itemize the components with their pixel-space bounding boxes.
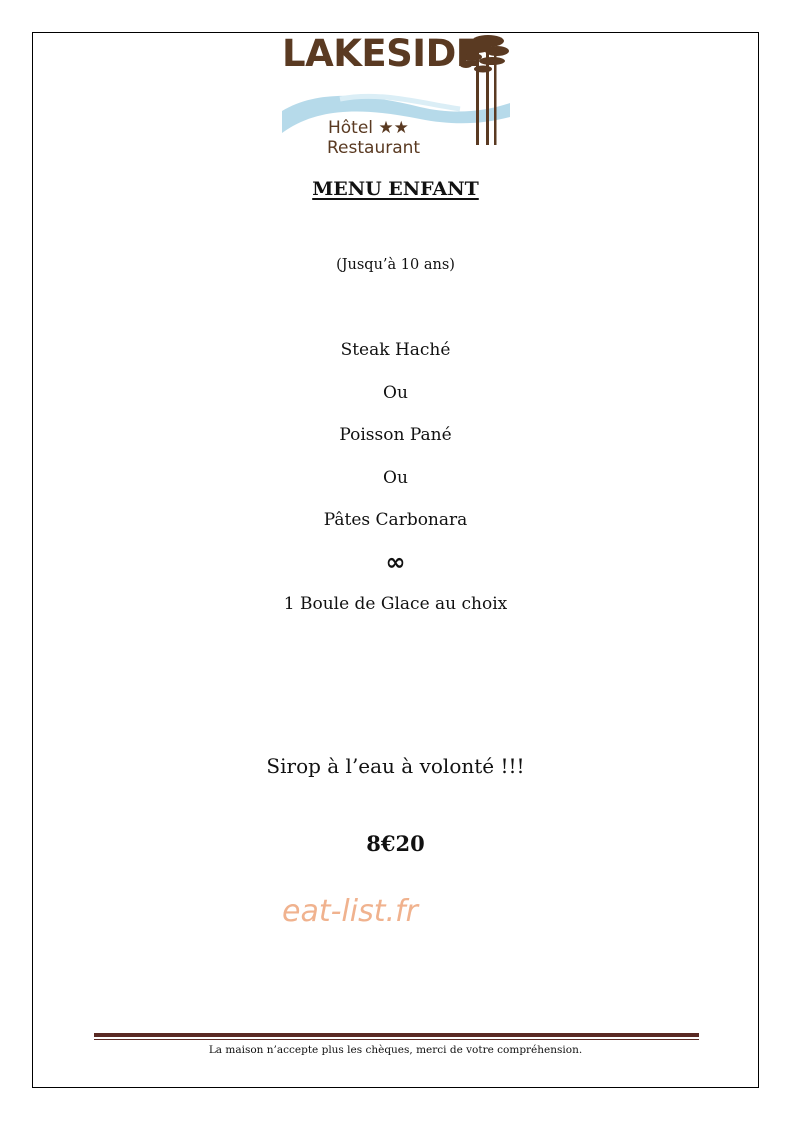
menu-item-pates: Pâtes Carbonara <box>323 510 468 530</box>
menu-item-glace: 1 Boule de Glace au choix <box>283 594 508 614</box>
menu-price: 8€20 <box>366 831 425 856</box>
menu-item-steak: Steak Haché <box>340 340 451 360</box>
drink-offer: Sirop à l’eau à volonté !!! <box>266 754 525 778</box>
footer-note: La maison n’accepte plus les chèques, merci de votre compréhension. <box>208 1044 583 1056</box>
footer-rule-thick <box>94 1033 699 1037</box>
menu-separator-ou: Ou <box>383 383 408 403</box>
footer-rule-thin <box>94 1039 699 1040</box>
logo-title: LAKESIDE <box>282 32 481 75</box>
logo-hotel-stars: Hôtel ★★ <box>328 118 409 138</box>
age-note: (Jusqu’à 10 ans) <box>336 257 455 273</box>
hotel-logo <box>280 33 512 161</box>
logo-restaurant: Restaurant <box>327 138 421 158</box>
menu-title: MENU ENFANT <box>312 178 479 200</box>
watermark: eat-list.fr <box>282 894 418 929</box>
menu-separator-ou: Ou <box>383 468 408 488</box>
menu-item-poisson: Poisson Pané <box>339 425 452 445</box>
infinity-separator-icon: ∞ <box>385 548 406 576</box>
